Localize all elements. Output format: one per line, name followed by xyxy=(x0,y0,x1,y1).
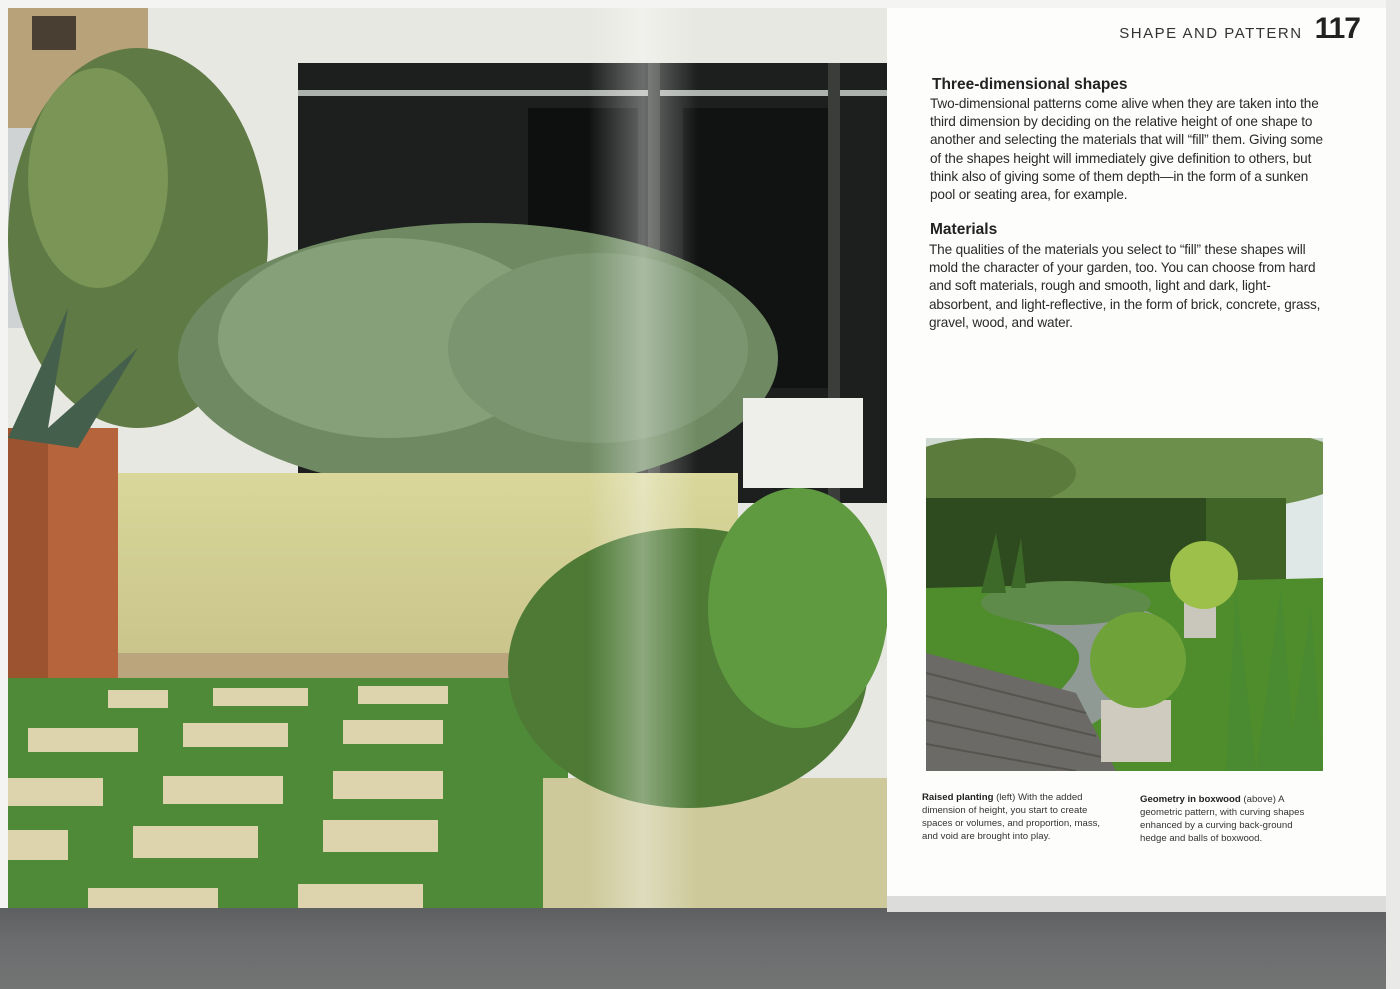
page-number: 117 xyxy=(1314,12,1360,45)
caption-title: Geometry in boxwood xyxy=(1140,794,1241,805)
section-body: The qualities of the materials you select to “fill” these shapes will mold the character of your garden, too. You can choose from hard and soft materials, rough and smooth, light and dark, light-absorbent, and light-reflective, in the form of brick, concrete, grass, gravel, wood, and water. xyxy=(929,242,1321,330)
page-bottom-edge xyxy=(887,896,1400,912)
raised-planting-photo xyxy=(8,8,887,908)
boxwood-garden-photo xyxy=(926,438,1323,771)
section-heading: Three-dimensional shapes xyxy=(932,76,1128,93)
section-heading: Materials xyxy=(930,221,998,238)
caption-raised-planting xyxy=(922,791,1102,843)
caption-text: A geometric pattern, with curving shapes enhanced by a curving back-ground hedge and balls of boxwood. xyxy=(1140,794,1305,844)
caption-geometry-in-boxwood xyxy=(1140,793,1310,845)
section-body: Two-dimensional patterns come alive when they are taken into the third dimension by deciding on the relative height of one shape to another and selecting the materials that will “fill” them. Giving some of the shapes height will immediately give definition to others, but think also of giving some of them depth—in the form of a sunken pool or seating area, for example. xyxy=(930,96,1323,203)
caption-title: Raised planting xyxy=(922,792,994,803)
caption-text: With the added dimension of height, you start to create spaces or volumes, and proportion, mass, and void are brought into play. xyxy=(922,792,1101,842)
caption-ref: (above) xyxy=(1243,794,1276,805)
running-head xyxy=(1119,12,1360,46)
caption-ref: (left) xyxy=(996,792,1016,803)
page-edge xyxy=(1386,0,1400,989)
scanner-shadow xyxy=(0,908,1400,989)
section-title: SHAPE AND PATTERN xyxy=(1119,25,1303,42)
